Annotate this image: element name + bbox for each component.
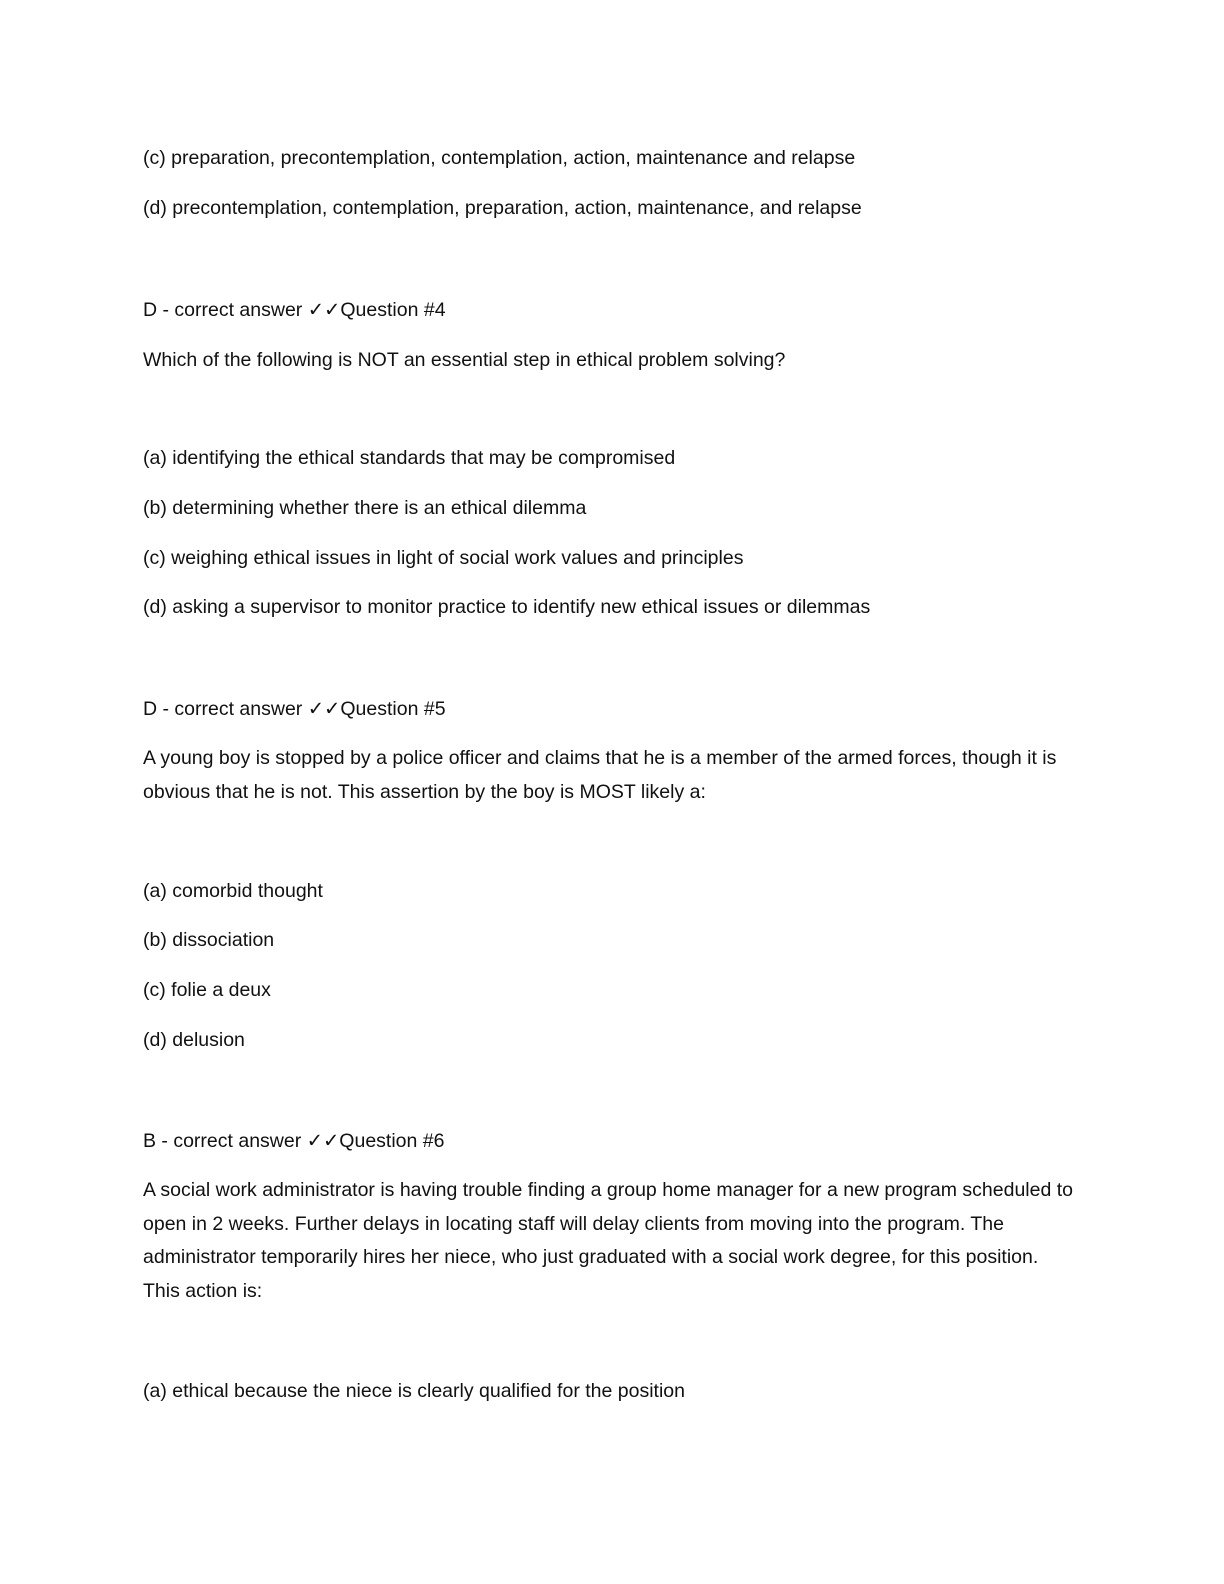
answer-option-q5-a: (a) comorbid thought — [143, 880, 323, 902]
question-5-header: D - correct answer ✓✓Question #5 — [143, 698, 446, 720]
answer-option-q4-b: (b) determining whether there is an ethical dilemma — [143, 497, 587, 519]
question-5-text: A young boy is stopped by a police officer and claims that he is a member of the armed forces, though it is obvious that he is not. This assertion by the boy is MOST likely a: — [143, 747, 1057, 803]
answer-option-q4-a: (a) identifying the ethical standards that may be compromised — [143, 447, 676, 469]
question-6-text: A social work administrator is having trouble finding a group home manager for a new program scheduled to open in 2 weeks. Further delays in locating staff will delay clients from moving into the program. The administrator temporarily hires her niece, who just graduated with a social work degree, for this position. This action is: — [143, 1179, 1074, 1303]
answer-option-q5-d: (d) delusion — [143, 1029, 245, 1051]
answer-option-q3-d: (d) precontemplation, contemplation, preparation, action, maintenance, and relapse — [143, 197, 862, 219]
answer-option-q4-c: (c) weighing ethical issues in light of social work values and principles — [143, 547, 744, 569]
question-6-header: B - correct answer ✓✓Question #6 — [143, 1130, 445, 1152]
answer-option-q4-d: (d) asking a supervisor to monitor practice to identify new ethical issues or dilemmas — [143, 596, 871, 618]
answer-option-q5-b: (b) dissociation — [143, 929, 275, 951]
question-4-header: D - correct answer ✓✓Question #4 — [143, 299, 446, 321]
answer-option-q6-a: (a) ethical because the niece is clearly qualified for the position — [143, 1380, 685, 1402]
answer-option-q3-c: (c) preparation, precontemplation, contemplation, action, maintenance and relapse — [143, 147, 856, 169]
answer-option-q5-c: (c) folie a deux — [143, 979, 271, 1001]
question-4-text: Which of the following is NOT an essential step in ethical problem solving? — [143, 349, 786, 371]
